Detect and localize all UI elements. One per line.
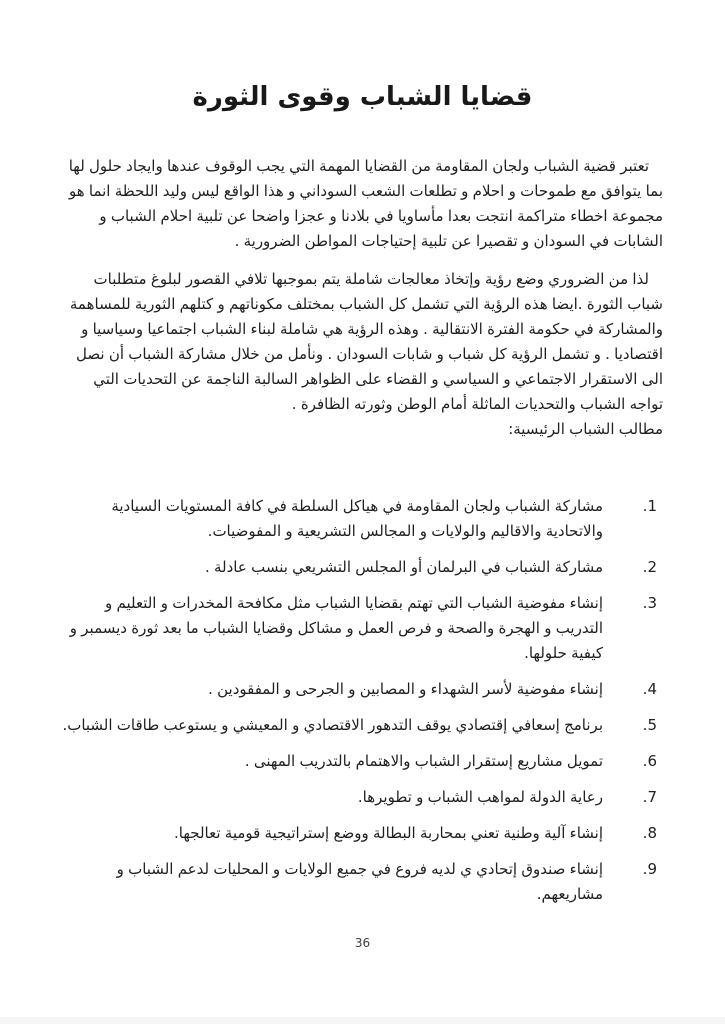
document-body — [0, 154, 725, 907]
list-item-number: 4. — [642, 680, 657, 698]
list-item-text: رعاية الدولة لمواهب الشباب و تطويرها. — [357, 788, 603, 806]
list-item-number: 3. — [642, 594, 657, 612]
list-item-text: إنشاء آلية وطنية تعني بمحاربة البطالة ووضع إستراتيجية قومية تعالجها. — [174, 824, 603, 842]
list-item-number: 6. — [642, 752, 657, 770]
paragraph-vision: لذا من الضروري وضع رؤية وإتخاذ معالجات شاملة يتم بموجبها تلافي القصور لبلوغ متطلبات شباب الثورة .ايضا هذه الرؤية التي تشمل كل الشباب بمختلف مكوناتهم و كتلهم الثورية للمساهمة والمشاركة في حكومة الفترة الانتقالية . وهذه الرؤية هي شاملة لبناء الشباب اجتماعيا وسياسيا و اقتصاديا . و تشمل الرؤية كل شباب و شابات السودان . ونأمل من خلال مشاركة الشباب أن نصل الى الاستقرار الاجتماعي و السياسي و القضاء على الظواهر السالبة الناجمة عن التحديات التي تواجه الشباب والتحديات الماثلة أمام الوطن وثورته الظافرة . — [69, 270, 663, 413]
page-bottom-edge — [0, 1017, 725, 1024]
list-item-number: 5. — [642, 716, 657, 734]
list-item-number: 2. — [642, 558, 657, 576]
list-item — [62, 857, 663, 907]
page-number: 36 — [354, 936, 371, 950]
list-item — [62, 555, 663, 580]
list-item-text: برنامج إسعافي إقتصادي يوقف التدهور الاقتصادي و المعيشي و يستوعب طاقات الشباب. — [62, 716, 603, 734]
list-item — [62, 821, 663, 846]
list-item — [62, 749, 663, 774]
demands-heading: مطالب الشباب الرئيسية: — [508, 420, 663, 438]
list-item-text: إنشاء صندوق إتحادي ي لديه فروع في جميع الولايات و المحليات لدعم الشباب و مشاريعهم. — [116, 860, 603, 903]
page-title: قضايا الشباب وقوى الثورة — [192, 82, 533, 112]
list-item — [62, 713, 663, 738]
list-item-number: 1. — [642, 497, 657, 515]
list-item-text: تمويل مشاريع إستقرار الشباب والاهتمام بالتدريب المهنى . — [244, 752, 603, 770]
list-item — [62, 785, 663, 810]
list-item-text: إنشاء مفوضية لأسر الشهداء و المصابين و الجرحى و المفقودين . — [208, 680, 603, 698]
list-item-text: مشاركة الشباب ولجان المقاومة في هياكل السلطة في كافة المستويات السيادية والاتحادية والاقاليم والولايات و المجالس التشريعية و المفوضيات. — [111, 497, 603, 540]
list-item — [62, 591, 663, 666]
list-item-number: 7. — [642, 788, 657, 806]
list-item-text: مشاركة الشباب في البرلمان أو المجلس التشريعي بنسب عادلة . — [204, 558, 603, 576]
demands-list — [62, 494, 663, 907]
list-item-number: 8. — [642, 824, 657, 842]
paragraph-intro: تعتبر قضية الشباب ولجان المقاومة من القضايا المهمة التي يجب الوقوف عندها وايجاد حلول لها بما يتوافق مع طموحات و احلام و تطلعات الشعب السوداني و هذا الواقع ليس وليد اللحظة انما هو مجموعة اخطاء متراكمة انتجت بعدا مأساويا في بلادنا و عجزا واضحا عن تلبية احلام الشباب و الشابات في السودان و تقصيرا عن تلبية إحتياجات المواطن الضرورية . — [68, 157, 663, 250]
list-item — [62, 677, 663, 702]
list-item-number: 9. — [642, 860, 657, 878]
list-item-text: إنشاء مفوضية الشباب التي تهتم بقضايا الشباب مثل مكافحة المخدرات و التعليم و التدريب و الهجرة والصحة و فرص العمل و مشاكل وقضايا الشباب ما بعد ثورة ديسمبر و كيفية حلولها. — [69, 594, 603, 662]
list-item — [62, 494, 663, 544]
